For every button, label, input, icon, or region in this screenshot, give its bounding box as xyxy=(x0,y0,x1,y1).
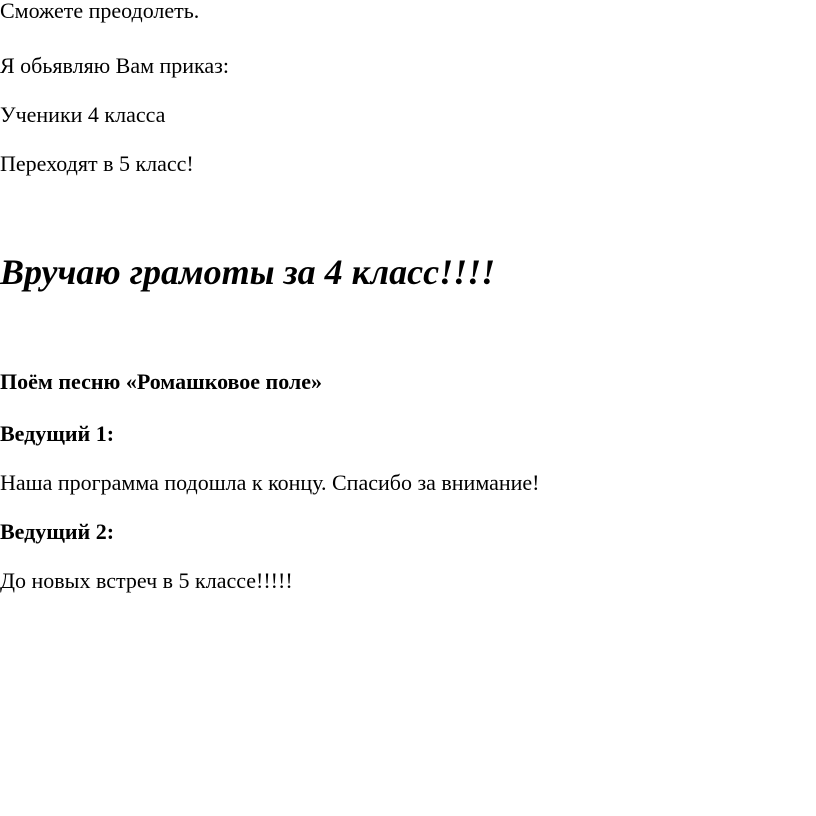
song-announcement: Поём песню «Ромашковое поле» xyxy=(0,369,323,394)
text-line-students: Ученики 4 класса xyxy=(0,102,166,127)
text-line-move-up: Переходят в 5 класс! xyxy=(0,151,194,176)
text-line-overcome: Сможете преодолеть. xyxy=(0,0,200,23)
host-1-text: Наша программа подошла к концу. Спасибо за внимание! xyxy=(0,470,540,495)
host-1-label: Ведущий 1: xyxy=(0,421,115,446)
page-heading-certificates: Вручаю грамоты за 4 класс!!!! xyxy=(0,252,496,292)
host-2-text: До новых встреч в 5 классе!!!!! xyxy=(0,568,293,593)
text-line-order: Я обьявляю Вам приказ: xyxy=(0,53,229,78)
host-2-label: Ведущий 2: xyxy=(0,519,115,544)
